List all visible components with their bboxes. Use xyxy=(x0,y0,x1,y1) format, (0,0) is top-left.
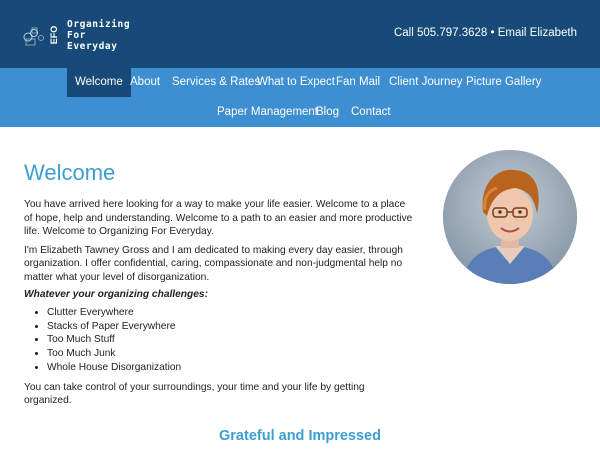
challenges-heading: Whatever your organizing challenges: xyxy=(24,289,208,300)
nav-item-what-to-expect[interactable]: What to Expect xyxy=(257,76,335,88)
site-logo[interactable] xyxy=(23,17,143,53)
logo-mark-letters: EFO xyxy=(49,25,59,45)
nav-item-client-journey[interactable]: Client Journey xyxy=(389,76,463,88)
nav-item-services-rates[interactable]: Services & Rates xyxy=(172,76,261,88)
page-title: Welcome xyxy=(24,160,116,185)
list-item: • Clutter Everywhere xyxy=(47,306,414,320)
portrait-photo xyxy=(443,150,577,284)
site-header xyxy=(0,0,600,68)
header-contact xyxy=(394,27,577,39)
nav-item-paper-management[interactable]: Paper Management xyxy=(217,106,319,118)
contact-separator: • xyxy=(490,27,495,39)
nav-item-contact[interactable]: Contact xyxy=(351,106,391,118)
email-link[interactable]: Email Elizabeth xyxy=(497,27,577,39)
challenges-list xyxy=(24,306,414,375)
nav-item-about[interactable]: About xyxy=(130,76,161,88)
list-item: • Whole House Disorganization xyxy=(47,361,414,375)
nav-item-welcome[interactable]: Welcome xyxy=(67,68,131,97)
nav-item-fan-mail[interactable]: Fan Mail xyxy=(336,76,381,88)
closing-paragraph: You can take control of your surroundings, your time and your life by getting organized. xyxy=(24,381,365,407)
list-item: • Too Much Junk xyxy=(47,347,414,361)
logo-line-2: For xyxy=(67,30,86,41)
section-subtitle: Grateful and Impressed xyxy=(219,428,381,444)
main-content xyxy=(24,160,414,408)
nav-item-blog[interactable]: Blog xyxy=(316,106,340,118)
portrait-illustration xyxy=(443,150,577,284)
intro-paragraph: You have arrived here looking for a way to make your life easier. Welcome to a place of hope, help and understanding. Welcome to a path to an easier and more productive life. Welcome to Organizing For Everyday. xyxy=(24,199,413,237)
logo-wordmark xyxy=(67,19,130,52)
about-paragraph: I'm Elizabeth Tawney Gross and I am dedicated to making every day easier, through organization. I offer confidential, caring, compassionate and non-judgmental help no matter what your level of disorganization. xyxy=(24,244,403,283)
nav-item-picture-gallery[interactable]: Picture Gallery xyxy=(466,76,542,88)
logo-line-3: Everyday xyxy=(67,41,118,52)
logo-mark-icon xyxy=(23,23,65,47)
phone-link[interactable]: Call 505.797.3628 xyxy=(393,27,488,39)
list-item: • Stacks of Paper Everywhere xyxy=(47,320,414,334)
list-item: • Too Much Stuff xyxy=(47,333,414,347)
logo-line-1: Organizing xyxy=(67,19,131,30)
main-nav xyxy=(0,68,600,127)
